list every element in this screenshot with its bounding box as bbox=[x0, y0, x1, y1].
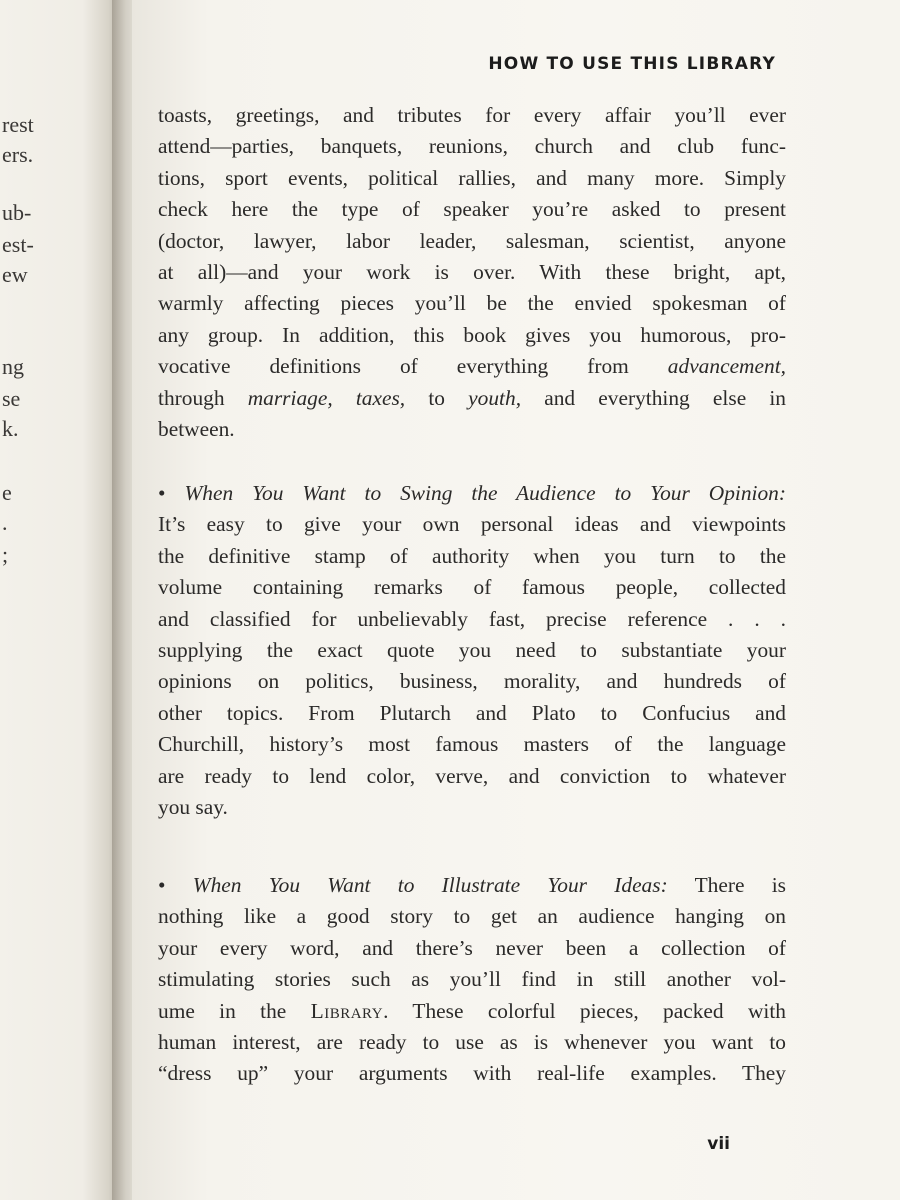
text-line: It’s easy to give your own personal ideas and viewpoints bbox=[158, 512, 786, 537]
emphasis-term: advancement, bbox=[667, 354, 786, 379]
text-line bbox=[158, 351, 786, 382]
text-line: you say. bbox=[158, 795, 228, 820]
left-fragment: ng bbox=[2, 354, 24, 379]
text-run: There is bbox=[667, 873, 786, 897]
text-line: and classified for unbelievably fast, precise reference . . . bbox=[158, 606, 786, 631]
left-fragment: ; bbox=[2, 542, 9, 567]
left-page-edge bbox=[0, 0, 118, 1200]
left-fragment: ew bbox=[2, 262, 28, 287]
text-run: vocative definitions of everything from bbox=[158, 354, 668, 379]
text-line: between. bbox=[158, 417, 235, 442]
emphasis-term: marriage, taxes, bbox=[247, 385, 406, 410]
text-line bbox=[158, 996, 786, 1027]
text-line: stimulating stories such as you’ll find in still another vol- bbox=[158, 967, 786, 992]
text-line: nothing like a good story to get an audience hanging on bbox=[158, 904, 786, 929]
text-run: . These colorful pieces, packed with bbox=[383, 998, 786, 1023]
text-line: opinions on politics, business, morality, and hundreds of bbox=[158, 669, 786, 694]
text-line: are ready to lend color, verve, and conviction to whatever bbox=[158, 763, 786, 788]
small-caps-term: Library bbox=[310, 998, 384, 1023]
text-line: the definitive stamp of authority when you turn to the bbox=[158, 543, 786, 568]
text-line: tions, sport events, political rallies, and many more. Simply bbox=[158, 165, 786, 190]
text-run: and everything else in bbox=[521, 385, 786, 410]
text-run: ume in the bbox=[158, 998, 311, 1023]
text-line: at all)—and your work is over. With these bright, apt, bbox=[158, 260, 786, 285]
text-run: through bbox=[158, 385, 248, 410]
section-heading: When You Want to Swing the Audience to Your Opinion: bbox=[184, 481, 786, 505]
text-line: “dress up” your arguments with real-life examples. They bbox=[158, 1061, 786, 1086]
running-head: HOW TO USE THIS LIBRARY bbox=[488, 54, 776, 74]
left-fragment: est- bbox=[2, 232, 34, 257]
left-fragment: rest bbox=[2, 112, 34, 137]
left-fragment: k. bbox=[2, 416, 19, 441]
text-line: (doctor, lawyer, labor leader, salesman, scientist, anyone bbox=[158, 228, 786, 253]
text-line: attend—parties, banquets, reunions, church and club func- bbox=[158, 134, 786, 159]
left-fragment: e bbox=[2, 480, 12, 505]
page-number: vii bbox=[707, 1134, 730, 1154]
left-fragment: ub- bbox=[2, 200, 32, 225]
text-line: supplying the exact quote you need to substantiate your bbox=[158, 638, 786, 663]
text-line: volume containing remarks of famous people, collected bbox=[158, 575, 786, 600]
paragraph-opinion bbox=[158, 478, 786, 823]
text-line: any group. In addition, this book gives you humorous, pro- bbox=[158, 322, 786, 347]
text-line: warmly affecting pieces you’ll be the envied spokesman of bbox=[158, 291, 786, 316]
section-heading-line bbox=[158, 478, 786, 509]
left-fragment: . bbox=[2, 510, 8, 535]
text-line: Churchill, history’s most famous masters of the language bbox=[158, 732, 786, 757]
paragraph-illustrate bbox=[158, 870, 786, 1090]
text-line: other topics. From Plutarch and Plato to Confucius and bbox=[158, 700, 786, 725]
section-heading: When You Want to Illustrate Your Ideas: bbox=[192, 873, 668, 897]
section-heading-line bbox=[158, 870, 786, 901]
text-line: check here the type of speaker you’re asked to present bbox=[158, 197, 786, 222]
text-line: toasts, greetings, and tributes for every affair you’ll ever bbox=[158, 103, 786, 127]
text-line: human interest, are ready to use as is whenever you want to bbox=[158, 1030, 786, 1055]
paragraph-speeches bbox=[158, 100, 786, 445]
bullet-icon: • bbox=[158, 481, 166, 505]
text-line bbox=[158, 383, 786, 414]
left-fragment: ers. bbox=[2, 142, 34, 167]
left-fragment: se bbox=[2, 386, 21, 411]
emphasis-term: youth, bbox=[468, 385, 522, 410]
bullet-icon: • bbox=[158, 873, 166, 897]
text-line: your every word, and there’s never been a collection of bbox=[158, 935, 786, 960]
text-run: to bbox=[405, 385, 469, 410]
